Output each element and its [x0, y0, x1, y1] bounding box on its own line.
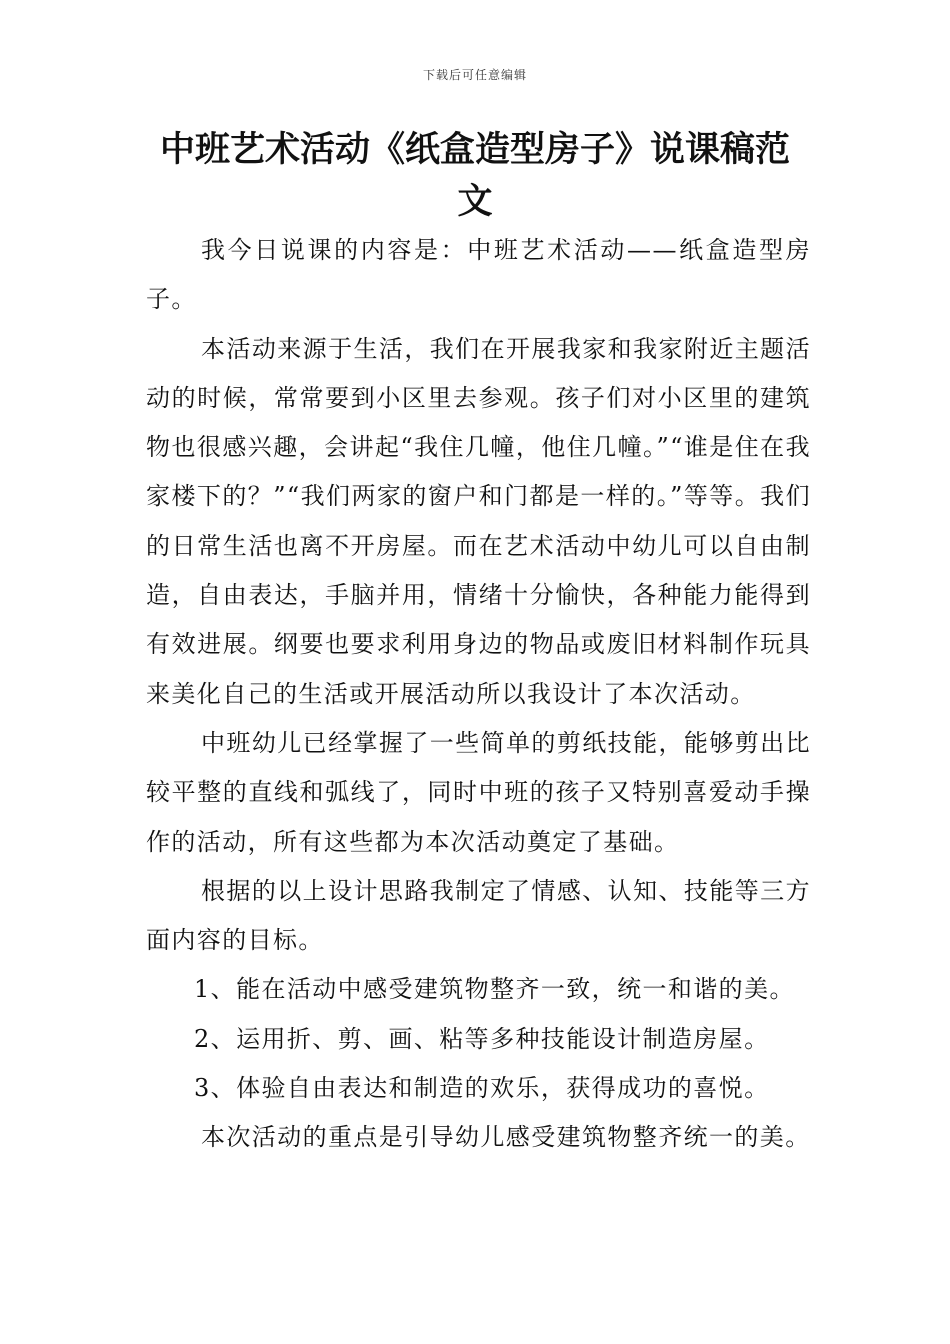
goal-item-3: 3、体验自由表达和制造的欢乐，获得成功的喜悦。: [194, 1074, 770, 1103]
paragraph-intro: 我今日说课的内容是：中班艺术活动——纸盒造型房子。: [146, 236, 811, 314]
goal-item-1: 1、能在活动中感受建筑物整齐一致，统一和谐的美。: [194, 975, 795, 1004]
document-body: [146, 226, 811, 1163]
header-note: 下载后可任意编辑: [422, 68, 527, 82]
document-title: 中班艺术活动《纸盒造型房子》说课稿范文: [159, 130, 790, 222]
paragraph-learner-analysis: 中班幼儿已经掌握了一些简单的剪纸技能，能够剪出比较平整的直线和弧线了，同时中班的孩子又特别喜爱动手操作的活动，所有这些都为本次活动奠定了基础。: [146, 728, 811, 856]
goal-item-2: 2、运用折、剪、画、粘等多种技能设计制造房屋。: [194, 1024, 770, 1053]
paragraph-background: 本活动来源于生活，我们在开展我家和我家附近主题活动的时候，常常要到小区里去参观。孩子们对小区里的建筑物也很感兴趣，会讲起“我住几幢，他住几幢。”“谁是住在我家楼下的？”“我们两家的窗户和门都是一样的。”等等。我们的日常生活也离不开房屋。而在艺术活动中幼儿可以自由制造，自由表达，手脑并用，情绪十分愉快，各种能力能得到有效进展。纲要也要求利用身边的物品或废旧材料制作玩具来美化自己的生活或开展活动所以我设计了本次活动。: [146, 334, 811, 708]
paragraph-key-point: 本次活动的重点是引导幼儿感受建筑物整齐统一的美。: [201, 1123, 811, 1152]
paragraph-goals-intro: 根据的以上设计思路我制定了情感、认知、技能等三方面内容的目标。: [146, 876, 811, 955]
